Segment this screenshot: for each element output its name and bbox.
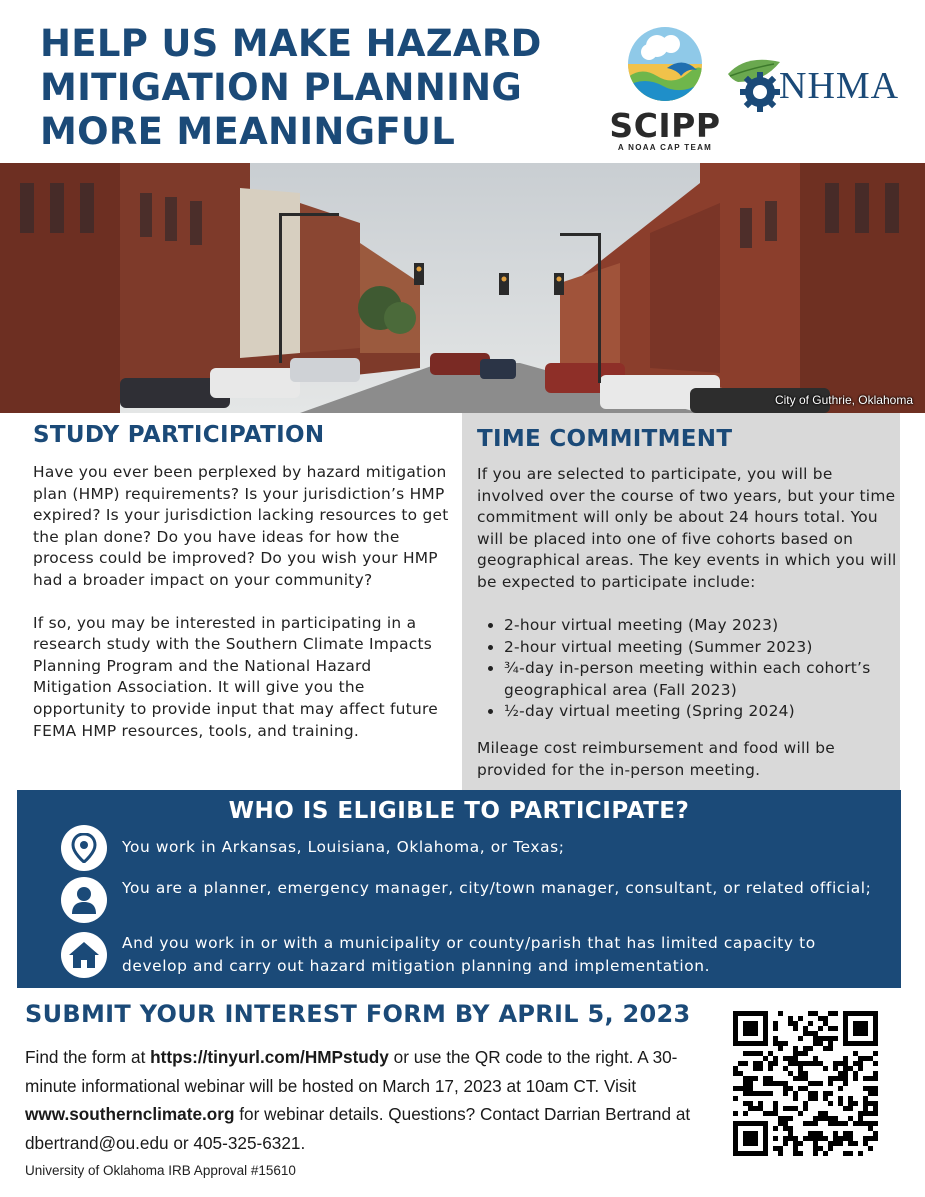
interest-form-link[interactable]: https://tinyurl.com/HMPstudy — [150, 1047, 389, 1067]
list-item: • ¾-day in-person meeting within each cohort’s geographical area (Fall 2023) — [504, 658, 924, 701]
time-commitment-heading: TIME COMMITMENT — [477, 426, 733, 452]
study-participation-section — [33, 422, 453, 742]
title-line: HELP US MAKE HAZARD — [40, 22, 542, 65]
location-pin-icon — [61, 825, 107, 871]
qr-code-icon — [733, 1011, 878, 1156]
list-item: • ½-day virtual meeting (Spring 2024) — [504, 701, 924, 723]
list-item: • 2-hour virtual meeting (Summer 2023) — [504, 637, 924, 659]
eligibility-text: You are a planner, emergency manager, city/town manager, consultant, or related official; — [122, 879, 872, 897]
photo-caption: City of Guthrie, Oklahoma — [774, 393, 913, 407]
webinar-details-link[interactable]: www.southernclimate.org — [25, 1104, 235, 1125]
eligibility-section — [17, 790, 901, 988]
title-line: MORE MEANINGFUL — [40, 110, 456, 153]
house-icon — [61, 932, 107, 978]
submit-text: for webinar details. Questions? Contact Darrian Bertrand at dbertrand@ou.edu or 405-325-6321. — [25, 1104, 691, 1154]
nhma-wordmark: NHMA — [779, 65, 900, 107]
list-item: • 2-hour virtual meeting (May 2023) — [504, 615, 924, 637]
submit-text: Find the form at — [25, 1047, 151, 1067]
eligibility-text: And you work in or with a municipality or county/parish that has limited capacity to develop and carry out hazard mitigation planning and implementation. — [122, 934, 816, 975]
study-participation-heading: STUDY PARTICIPATION — [33, 422, 325, 448]
submit-heading: SUBMIT YOUR INTEREST FORM BY APRIL 5, 2023 — [25, 1000, 691, 1028]
person-icon — [61, 877, 107, 923]
time-commitment-closing: Mileage cost reimbursement and food will be provided for the in-person meeting. — [477, 739, 835, 779]
eligibility-text: You work in Arkansas, Louisiana, Oklahoma, or Texas; — [122, 838, 565, 856]
time-commitment-intro: If you are selected to participate, you will be involved over the course of two years, but your time commitment will only be about 24 hours total. You will be placed into one of five cohorts based on geographical areas. The key events in which you will be expected to participate include: — [477, 465, 897, 591]
key-events-list — [477, 615, 924, 723]
qr-code[interactable] — [733, 1011, 878, 1156]
submit-instructions — [25, 1043, 715, 1158]
scipp-tagline: A NOAA CAP TEAM — [617, 143, 713, 152]
eligibility-heading: WHO IS ELIGIBLE TO PARTICIPATE? — [228, 798, 690, 824]
scipp-logo — [604, 26, 726, 150]
scipp-wordmark: SCIPP — [609, 106, 721, 145]
submit-text: or use the QR code to the right. A 30-minute informational webinar will be hosted on March 17, 2023 at 10am CT. Visit — [25, 1047, 678, 1096]
hero-photo — [0, 163, 925, 413]
study-paragraph-2: If so, you may be interested in participating in a research study with the Southern Climate Impacts Planning Program and the National Hazard Mitigation Association. It will give you the opportunity to provide input that may affect future FEMA HMP resources, tools, and training. — [33, 613, 438, 740]
study-paragraph-1: Have you ever been perplexed by hazard mitigation plan (HMP) requirements? Is your jurisdiction’s HMP expired? Is your jurisdiction lacking resources to get the plan done? Do you have ideas for how the process could be improved? Do you wish your HMP had a broader impact on your community? — [33, 463, 449, 589]
irb-approval: University of Oklahoma IRB Approval #15610 — [25, 1163, 296, 1178]
main-street-illustration — [0, 163, 925, 413]
time-commitment-section — [462, 413, 900, 790]
page-title — [40, 22, 600, 154]
nhma-logo — [724, 56, 920, 112]
scipp-emblem-icon — [627, 26, 703, 102]
title-line: MITIGATION PLANNING — [40, 66, 523, 109]
